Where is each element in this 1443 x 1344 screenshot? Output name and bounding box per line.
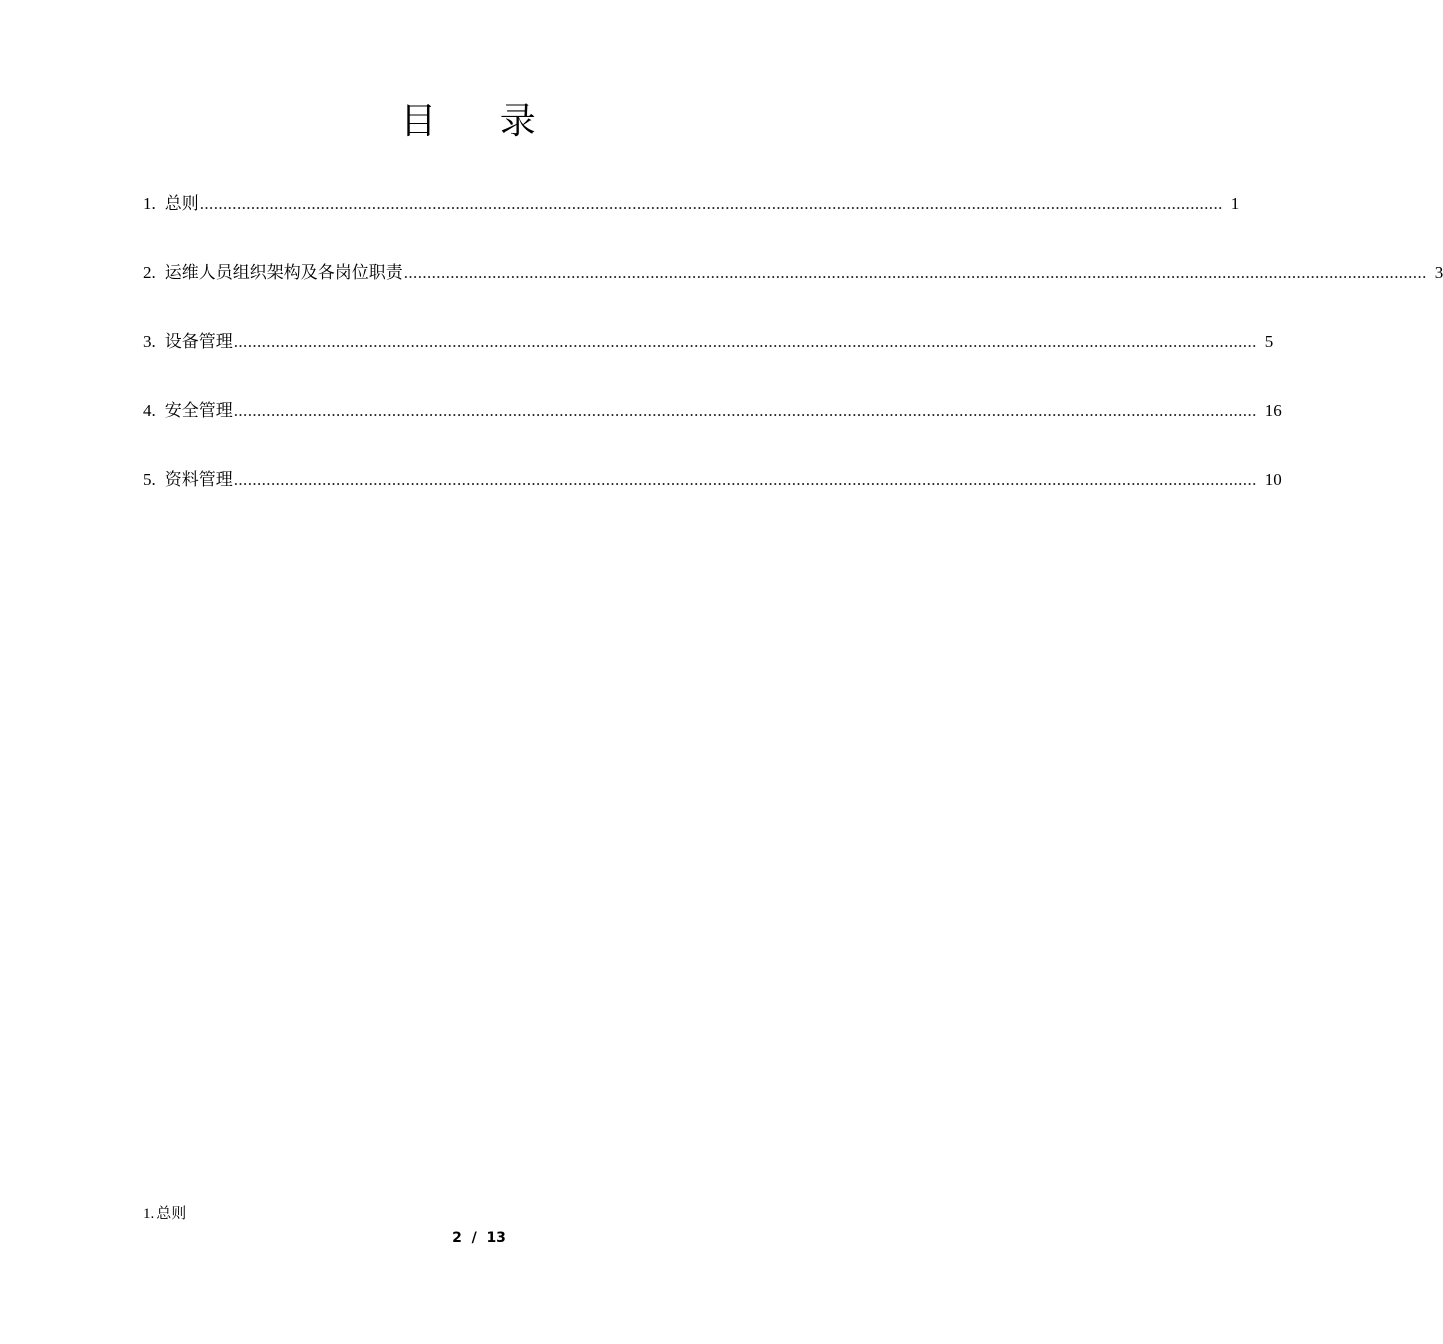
toc-dot-leader: ............................................................................................................................................................................................................................ <box>403 263 1427 282</box>
toc-entry-page: 10 <box>1264 470 1282 489</box>
section-number: 1. <box>143 1206 155 1222</box>
section-heading <box>143 1201 186 1226</box>
toc-entry[interactable] <box>143 328 1274 356</box>
current-page-number: 2 <box>452 1230 462 1246</box>
toc-entry[interactable] <box>143 190 1240 218</box>
toc-entry-number: 1. <box>143 194 156 213</box>
toc-entry-page: 3 <box>1434 263 1443 282</box>
toc-dot-leader: ............................................................................................................................................................................................................................ <box>199 194 1223 213</box>
toc-entry-title: 设备管理 <box>164 332 233 352</box>
total-page-count: 13 <box>486 1230 506 1246</box>
toc-entry-title: 运维人员组织架构及各岗位职责 <box>164 263 403 283</box>
toc-dot-leader: ............................................................................................................................................................................................................................ <box>233 401 1257 420</box>
toc-entry[interactable] <box>143 259 1443 287</box>
toc-entry-page: 5 <box>1264 332 1274 351</box>
page-separator: / <box>471 1230 477 1246</box>
toc-entry-title: 安全管理 <box>164 401 233 421</box>
toc-entry-number: 3. <box>143 332 156 351</box>
toc-entry-number: 4. <box>143 401 156 420</box>
toc-list <box>143 190 1443 535</box>
toc-entry-title: 总则 <box>164 194 199 214</box>
toc-entry-page: 1 <box>1230 194 1240 213</box>
section-title: 总则 <box>156 1204 187 1222</box>
toc-entry-number: 5. <box>143 470 156 489</box>
toc-entry-number: 2. <box>143 263 156 282</box>
toc-entry-page: 16 <box>1264 401 1282 420</box>
toc-entry[interactable] <box>143 397 1282 425</box>
page-number-footer <box>0 1227 950 1249</box>
toc-dot-leader: ............................................................................................................................................................................................................................ <box>233 332 1257 351</box>
toc-entry[interactable] <box>143 466 1282 494</box>
toc-entry-title: 资料管理 <box>164 470 233 490</box>
toc-title: 目 录 <box>400 101 562 142</box>
toc-dot-leader: ............................................................................................................................................................................................................................ <box>233 470 1257 489</box>
